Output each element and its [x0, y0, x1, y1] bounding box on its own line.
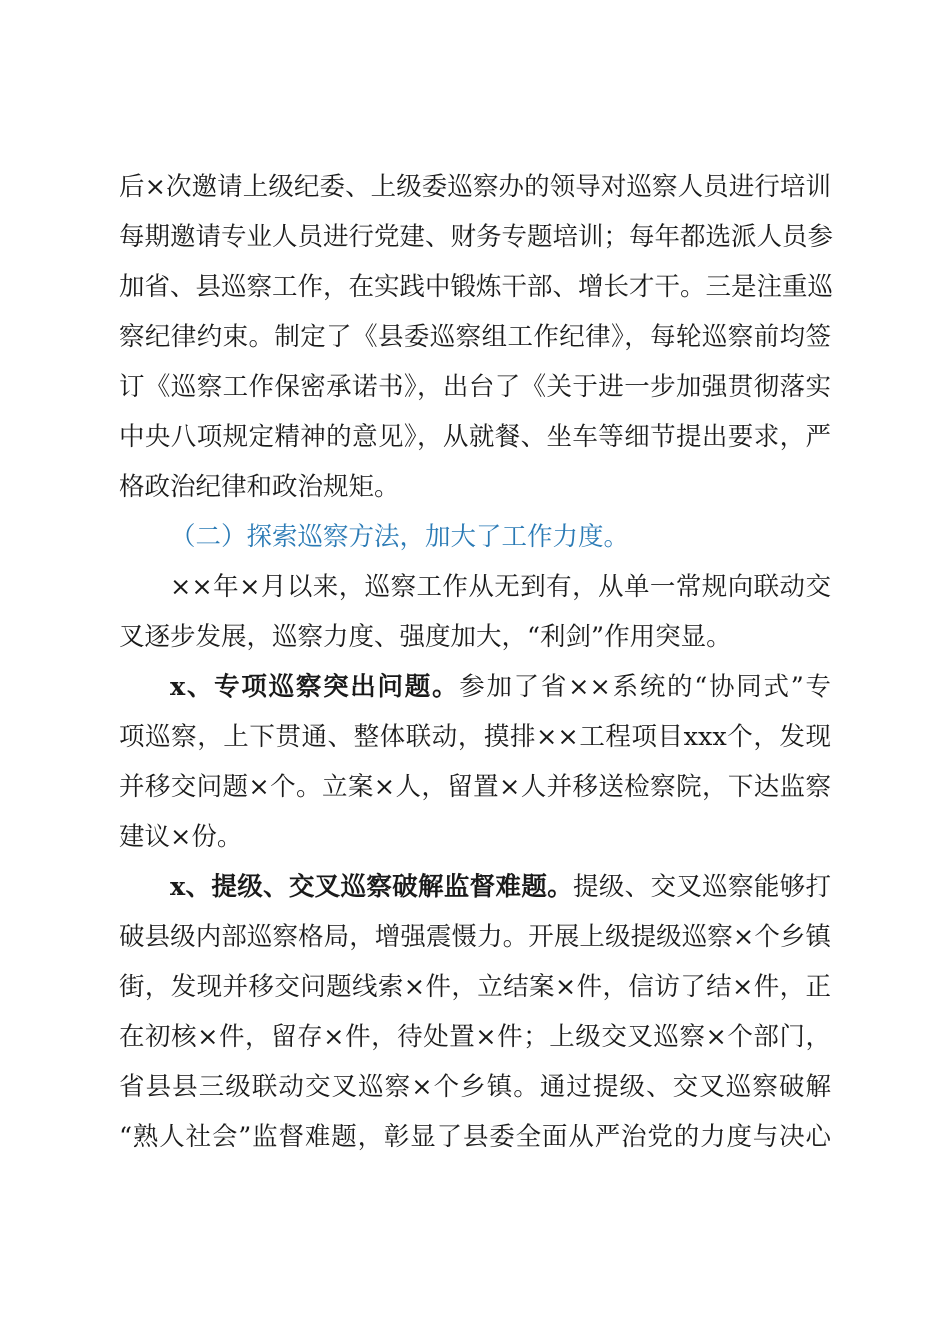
paragraph-line: 订《巡察工作保密承诺书》，出台了《关于进一步加强贯彻落实 [119, 372, 831, 402]
section-heading: （二）探索巡察方法，加大了工作力度。 [170, 522, 630, 552]
paragraph-line: 破县级内部巡察格局，增强震慑力。开展上级提级巡察×个乡镇 [119, 922, 831, 952]
paragraph-line: 加省、县巡察工作，在实践中锻炼干部、增长才干。三是注重巡 [119, 272, 834, 302]
paragraph-line: 察纪律约束。制定了《县委巡察组工作纪律》，每轮巡察前均签 [119, 322, 831, 352]
paragraph-line: 格政治纪律和政治规矩。 [119, 472, 400, 502]
item-1-first-line [170, 668, 831, 706]
paragraph-line: 每期邀请专业人员进行党建、财务专题培训；每年都选派人员参 [119, 222, 834, 252]
paragraph-line: 建议×份。 [119, 822, 243, 852]
paragraph-line: 项巡察，上下贯通、整体联动，摸排××工程项目xxx个，发现 [119, 722, 831, 752]
item-2-first-line [170, 868, 831, 906]
paragraph-line: 在初核×件，留存×件，待处置×件；上级交叉巡察×个部门， [119, 1022, 831, 1052]
paragraph-line: ××年×月以来，巡察工作从无到有，从单一常规向联动交 [170, 572, 831, 602]
item-1-rest: 参加了省××系统的“协同式”专 [459, 672, 831, 702]
paragraph-line: 并移交问题×个。立案×人，留置×人并移送检察院，下达监察 [119, 772, 831, 802]
item-2-lead: x、提级、交叉巡察破解监督难题。 [170, 872, 573, 902]
paragraph-line: 街，发现并移交问题线索×件，立结案×件，信访了结×件，正 [119, 972, 831, 1002]
paragraph-line: 后×次邀请上级纪委、上级委巡察办的领导对巡察人员进行培训 [119, 172, 831, 202]
item-2-rest: 提级、交叉巡察能够打 [573, 872, 831, 902]
paragraph-line: 叉逐步发展，巡察力度、强度加大，“利剑”作用突显。 [119, 622, 732, 652]
paragraph-line: 省县县三级联动交叉巡察×个乡镇。通过提级、交叉巡察破解 [119, 1072, 831, 1102]
paragraph-line: “熟人社会”监督难题，彰显了县委全面从严治党的力度与决心 [119, 1122, 831, 1152]
paragraph-line: 中央八项规定精神的意见》，从就餐、坐车等细节提出要求，严 [119, 422, 831, 452]
item-1-lead: x、专项巡察突出问题。 [170, 672, 460, 702]
